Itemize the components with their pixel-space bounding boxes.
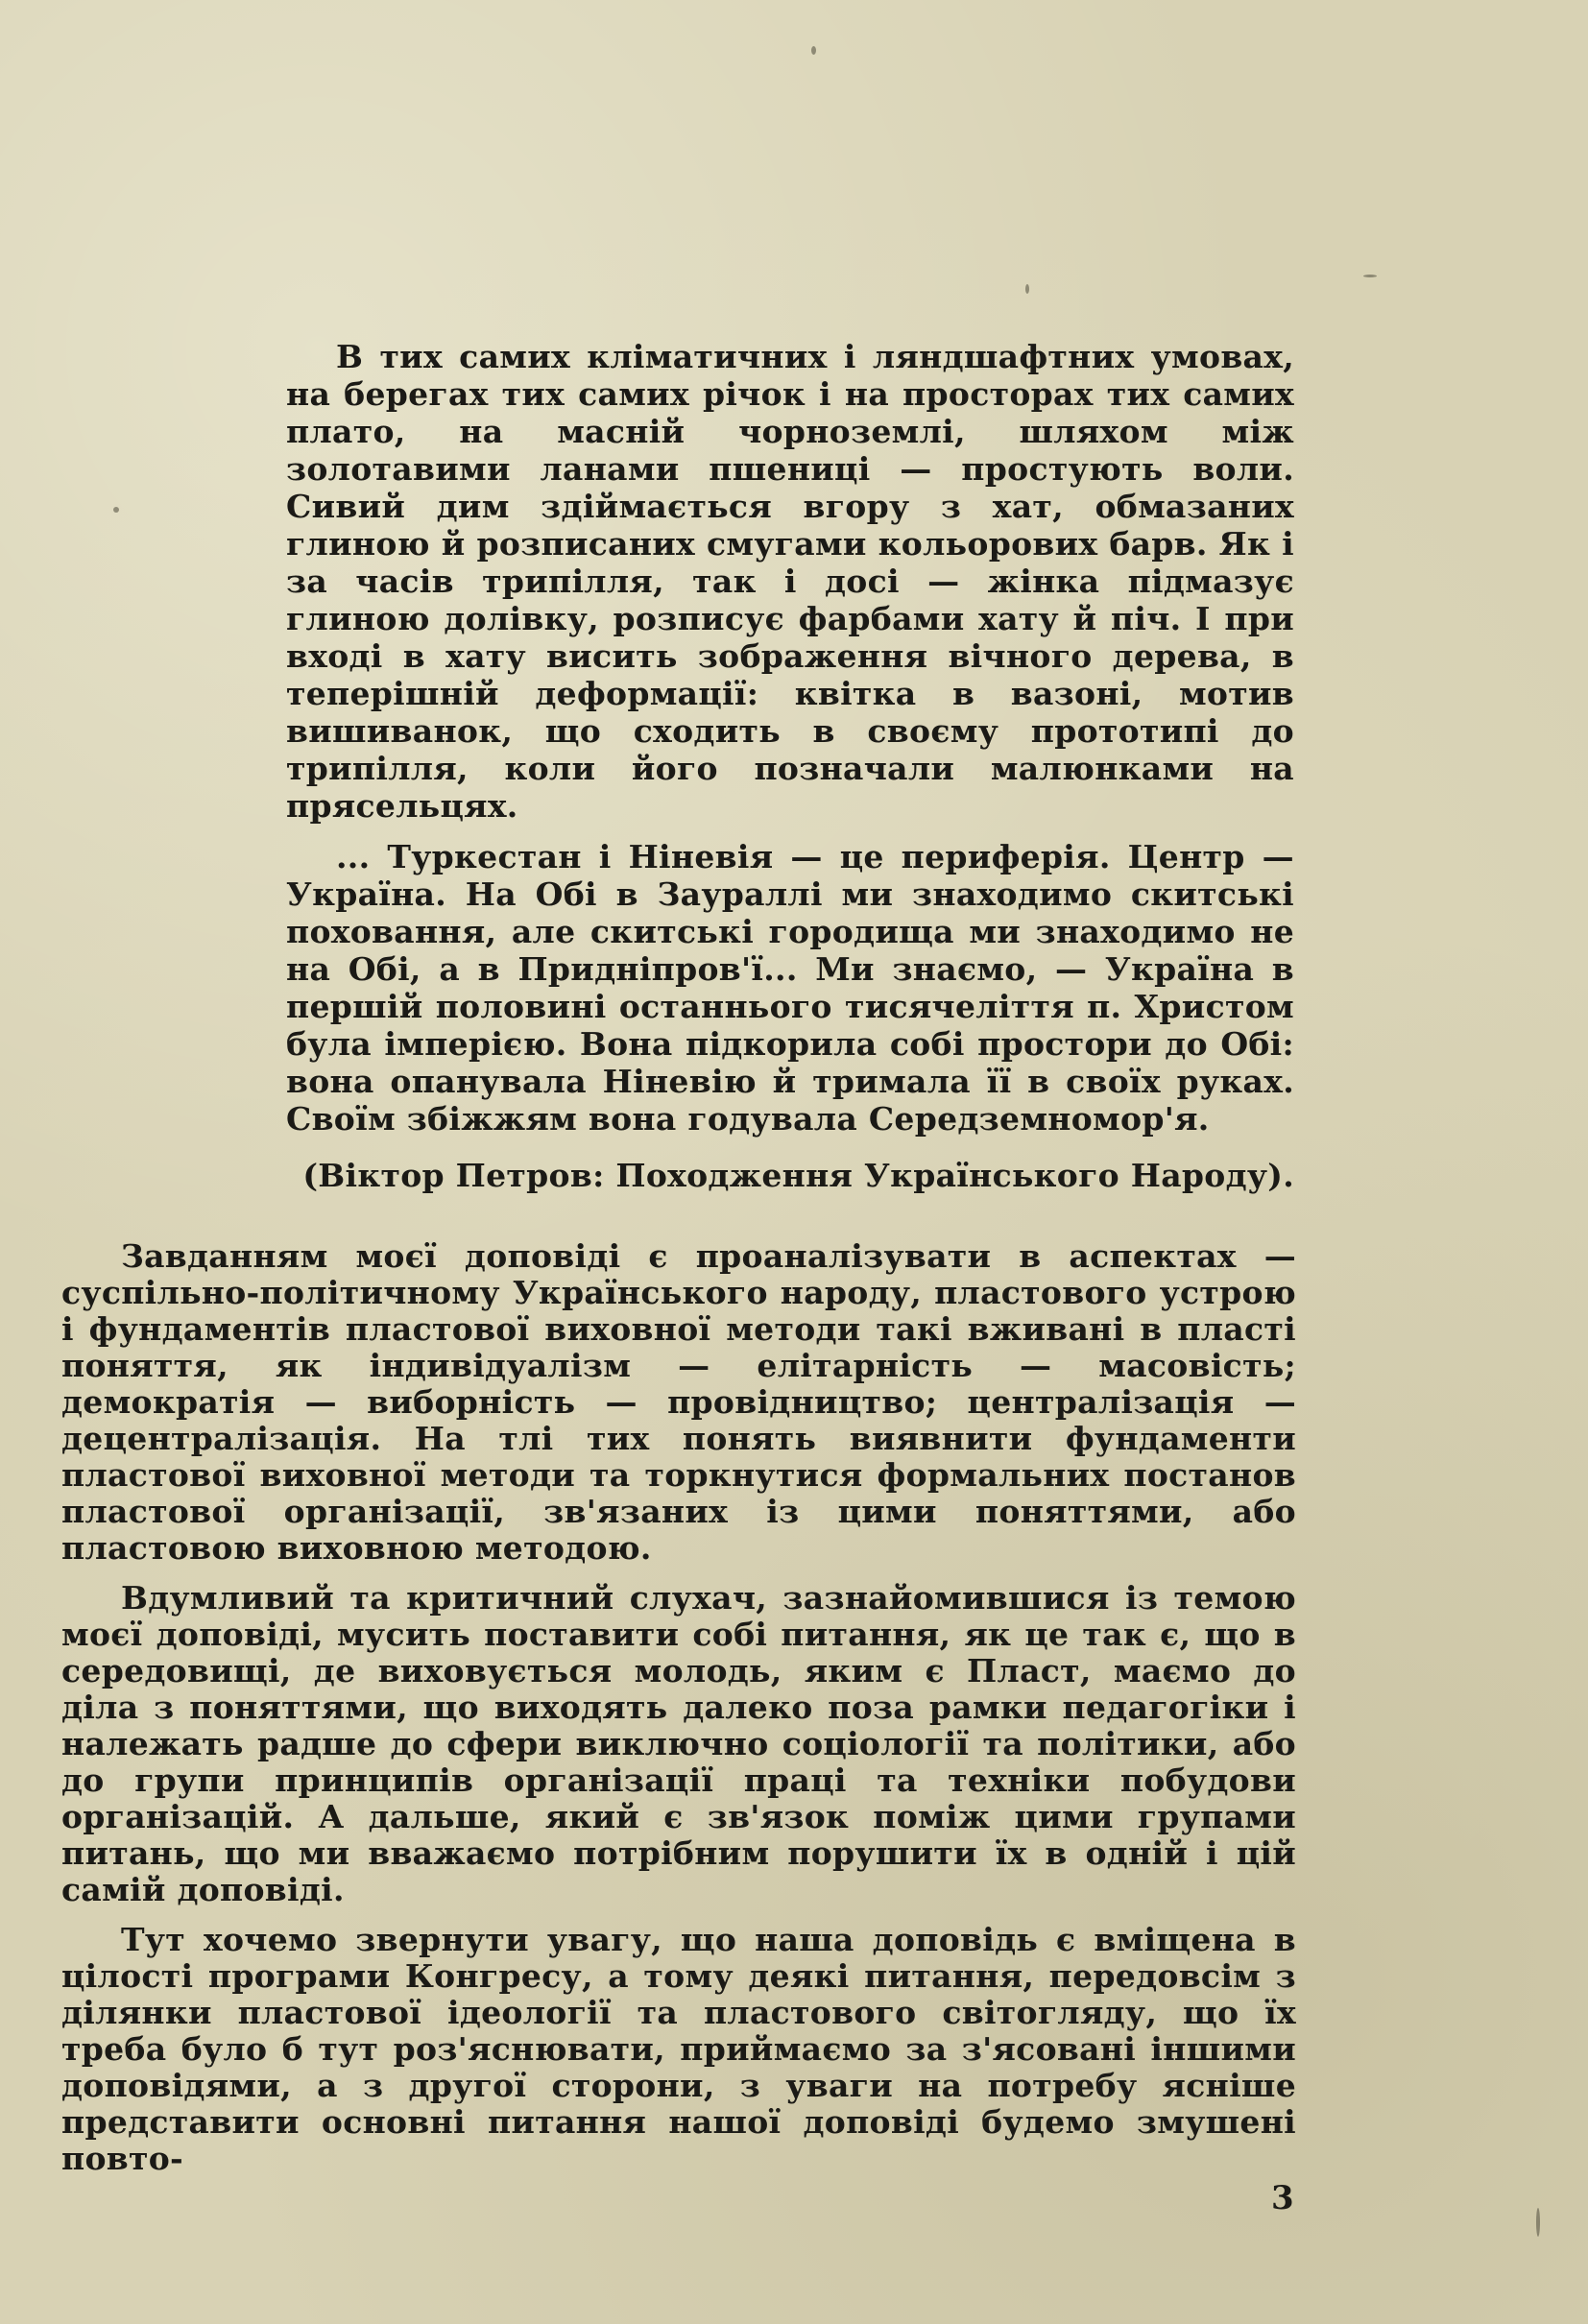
paper-speck xyxy=(1025,284,1029,294)
body-paragraph: Завданням моєї доповіді є проаналізувати в аспектах — суспільно-політичному Українського народу, пластового устрою і фундаментів пластової виховної методи такі вживані в пласті поняття, як індивідуалізм — елітарність — масовість; демократія — виборність — провідництво; централізація — децентралізація. На тлі тих понять виявнити фундаменти пластової виховної методи та торкнутися формальних постанов пластової організації, зв'язаних із цими поняттями, або пластовою виховною методою. xyxy=(61,1237,1296,1567)
epigraph-paragraph: В тих самих кліматичних і ляндшафтних умовах, на берегах тих самих річок і на просторах тих самих плато, на масній чорноземлі, шляхом між золотавими ланами пшениці — простують воли. Сивий дим здіймається вгору з хат, обмазаних глиною й розписаних смугами кольорових барв. Як і за часів трипілля, так і досі — жінка підмазує глиною долівку, розписує фарбами хату й піч. І при вході в хату висить зображення вічного дерева, в теперішній деформації: квітка в вазоні, мотив вишиванок, що сходить в своєму прототипі до трипілля, коли його позначали малюнками на прясельцях. xyxy=(286,338,1294,825)
epigraph xyxy=(286,338,1294,1208)
epigraph-paragraph: ... Туркестан і Ніневія — це периферія. Центр — Україна. На Обі в Заураллі ми знаходимо скитські поховання, але скитські городища ми знаходимо не на Обі, а в Придніпров'ї... Ми знаємо, — Україна в першій половині останнього тисячеліття п. Христом була імперією. Вона підкорила собі простори до Обі: вона опанувала Ніневію й тримала її в своїх руках. Своїм збіжжям вона годувала Середземномор'я. xyxy=(286,838,1294,1138)
paper-speck xyxy=(811,46,816,55)
body-paragraph: Вдумливий та критичний слухач, зазнайомившися із темою моєї доповіді, мусить поставити собі питання, як це так є, що в середовищі, де виховується молодь, яким є Пласт, маємо до діла з поняттями, що виходять далеко поза рамки педагогіки і належать радше до сфери виключно соціології та політики, або до групи принципів організації праці та техніки побудови організацій. А дальше, який є зв'язок поміж цими групами питань, що ми вважаємо потрібним порушити їх в одній і цій самій доповіді. xyxy=(61,1579,1296,1908)
paper-speck xyxy=(113,507,119,513)
paper-speck xyxy=(1363,275,1377,277)
paper-speck xyxy=(1536,2208,1540,2237)
body-paragraph: Тут хочемо звернути увагу, що наша доповідь є вміщена в цілості програми Конгресу, а тому деякі питання, передовсім з ділянки пластової ідеології та пластового світогляду, що їх треба було б тут роз'яснювати, приймаємо за з'ясовані іншими доповідями, а з другої сторони, з уваги на потребу ясніше представити основні питання нашої доповіді будемо змушені повто- xyxy=(61,1921,1296,2177)
main-text xyxy=(61,1238,1296,2191)
page-number: 3 xyxy=(1271,2179,1294,2217)
epigraph-source: (Віктор Петров: Походження Українського Народу). xyxy=(302,1157,1294,1194)
